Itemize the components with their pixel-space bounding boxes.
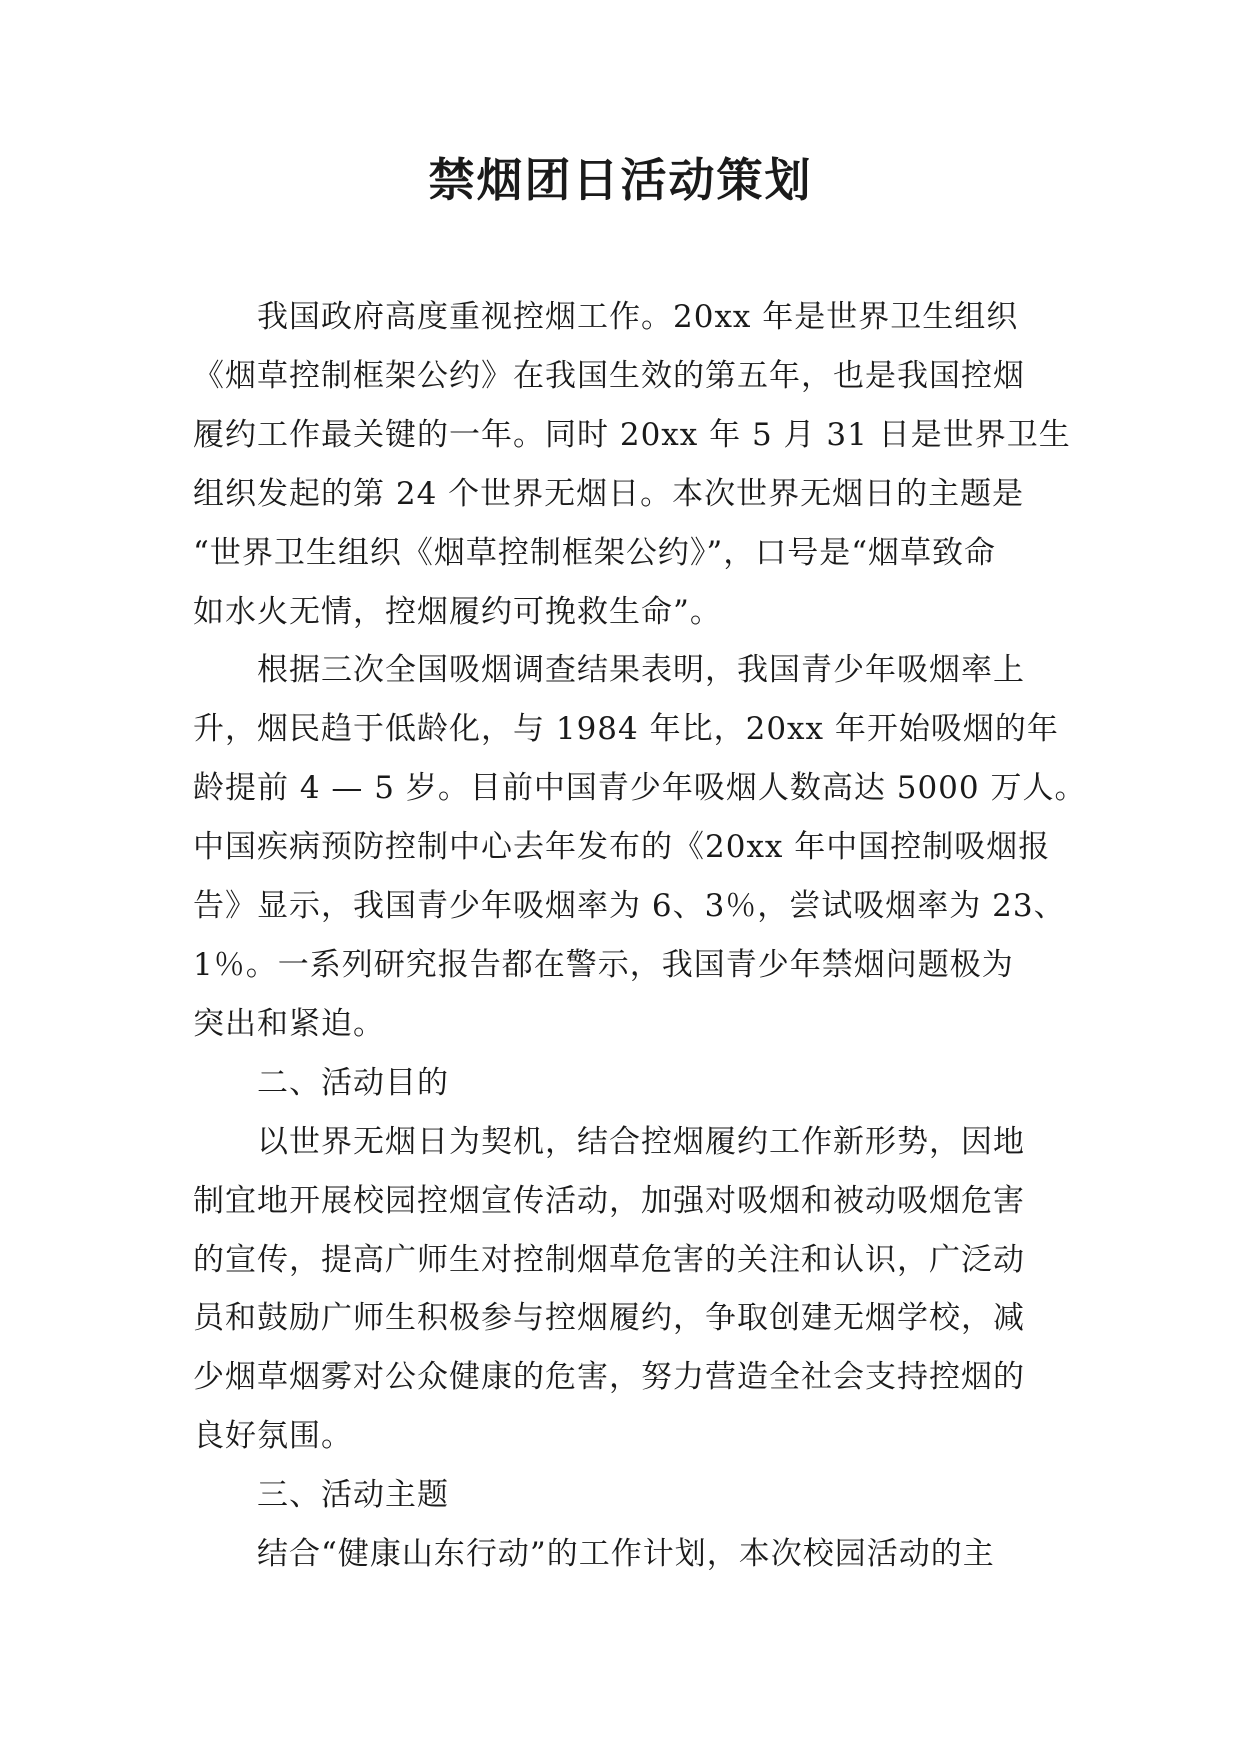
section-heading-theme <box>193 1466 1053 1525</box>
paragraph-survey <box>193 641 1087 1053</box>
text-line: 升，烟民趋于低龄化，与 1984 年比，20xx 年开始吸烟的年 <box>193 711 1059 748</box>
text-line: 结合“健康山东行动”的工作计划，本次校园活动的主 <box>257 1536 995 1573</box>
paragraph-theme <box>193 1525 1053 1584</box>
text-line: 根据三次全国吸烟调查结果表明，我国青少年吸烟率上 <box>257 652 1025 689</box>
text-line: 良好氛围。 <box>193 1418 353 1455</box>
section-heading-purpose <box>193 1054 1053 1113</box>
text-line: 龄提前 4 — 5 岁。目前中国青少年吸烟人数高达 5000 万人。 <box>193 770 1087 807</box>
text-line: 组织发起的第 24 个世界无烟日。本次世界无烟日的主题是 <box>193 475 1025 512</box>
text-line: 员和鼓励广师生积极参与控烟履约，争取创建无烟学校，减 <box>193 1300 1025 1337</box>
document-title: 禁烟团日活动策划 <box>428 153 813 207</box>
text-line: 我国政府高度重视控烟工作。20xx 年是世界卫生组织 <box>257 299 1019 335</box>
text-line: 中国疾病预防控制中心去年发布的《20xx 年中国控制吸烟报 <box>193 829 1051 866</box>
text-line: 《烟草控制框架公约》在我国生效的第五年，也是我国控烟 <box>193 357 1025 394</box>
document-body <box>193 288 1087 1584</box>
paragraph-purpose <box>193 1113 1053 1466</box>
text-line: 制宜地开展校园控烟宣传活动，加强对吸烟和被动吸烟危害 <box>193 1182 1025 1219</box>
text-line: “世界卫生组织《烟草控制框架公约》”，口号是“烟草致命 <box>193 534 997 571</box>
text-line: 1％。一系列研究报告都在警示，我国青少年禁烟问题极为 <box>193 946 1014 983</box>
text-line: 少烟草烟雾对公众健康的危害，努力营造全社会支持控烟的 <box>193 1359 1025 1396</box>
text-line: 以世界无烟日为契机，结合控烟履约工作新形势，因地 <box>257 1123 1025 1160</box>
text-line: 二、活动目的 <box>257 1064 449 1101</box>
text-line: 如水火无情，控烟履约可挽救生命”。 <box>193 593 722 630</box>
text-line: 的宣传，提高广师生对控制烟草危害的关注和认识，广泛动 <box>193 1241 1025 1278</box>
text-line: 突出和紧迫。 <box>193 1005 385 1042</box>
text-line: 履约工作最关键的一年。同时 20xx 年 5 月 31 日是世界卫生 <box>193 416 1071 453</box>
text-line: 三、活动主题 <box>257 1477 449 1514</box>
paragraph-intro <box>193 288 1071 641</box>
text-line: 告》显示，我国青少年吸烟率为 6、3％，尝试吸烟率为 23、 <box>193 888 1066 925</box>
